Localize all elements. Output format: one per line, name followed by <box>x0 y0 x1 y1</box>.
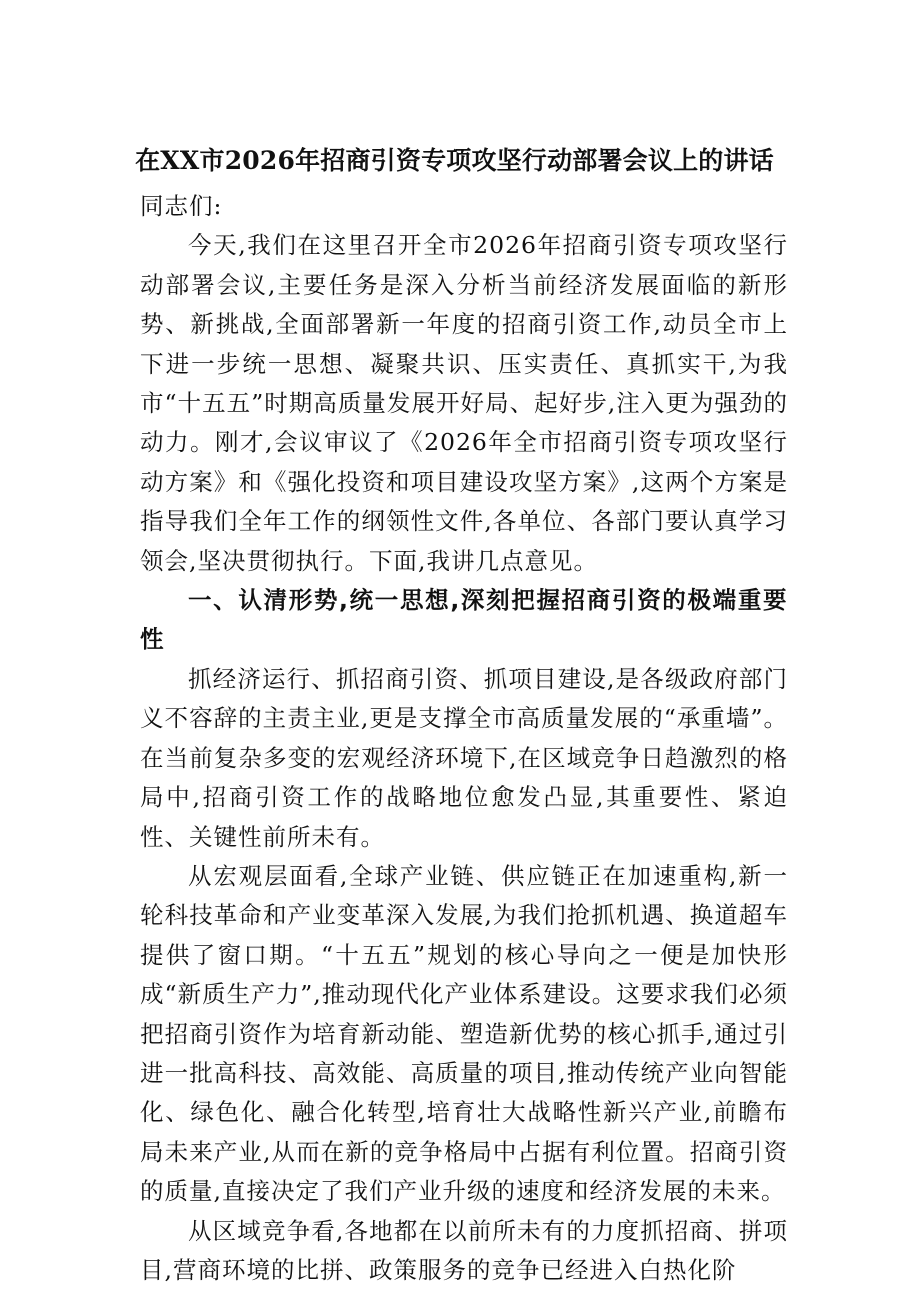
paragraph-macro-level: 从宏观层面看,全球产业链、供应链正在加速重构,新一轮科技革命和产业变革深入发展,为我们抢抓机遇、换道超车提供了窗口期。“十五五”规划的核心导向之一便是加快形成“新质生产力”,推动现代化产业体系建设。这要求我们必须把招商引资作为培育新动能、塑造新优势的核心抓手,通过引进一批高科技、高效能、高质量的项目,推动传统产业向智能化、绿色化、融合化转型,培育壮大战略性新兴产业,前瞻布局未来产业,从而在新的竞争格局中占据有利位置。招商引资的质量,直接决定了我们产业升级的速度和经济发展的未来。 <box>140 861 788 1206</box>
paragraph-responsibility: 抓经济运行、抓招商引资、抓项目建设,是各级政府部门义不容辞的主责主业,更是支撑全市高质量发展的“承重墙”。在当前复杂多变的宏观经济环境下,在区域竞争日趋激烈的格局中,招商引资工作的战略地位愈发凸显,其重要性、紧迫性、关键性前所未有。 <box>140 664 788 851</box>
paragraph-opening: 今天,我们在这里召开全市2026年招商引资专项攻坚行动部署会议,主要任务是深入分析当前经济发展面临的新形势、新挑战,全面部署新一年度的招商引资工作,动员全市上下进一步统一思想、凝聚共识、压实责任、真抓实干,为我市“十五五”时期高质量发展开好局、起好步,注入更为强劲的动力。刚才,会议审议了《2026年全市招商引资专项攻坚行动方案》和《强化投资和项目建设攻坚方案》,这两个方案是指导我们全年工作的纲领性文件,各单位、各部门要认真学习领会,坚决贯彻执行。下面,我讲几点意见。 <box>140 231 788 575</box>
document-title: 在XX市2026年招商引资专项攻坚行动部署会议上的讲话 <box>135 146 774 175</box>
document-body <box>140 187 788 1290</box>
section-heading-1: 一、认清形势,统一思想,深刻把握招商引资的极端重要性 <box>140 586 788 654</box>
paragraph-regional-competition: 从区域竞争看,各地都在以前所未有的力度抓招商、拼项目,营商环境的比拼、政策服务的竞争已经进入白热化阶 <box>140 1216 788 1284</box>
salutation: 同志们: <box>140 192 223 220</box>
